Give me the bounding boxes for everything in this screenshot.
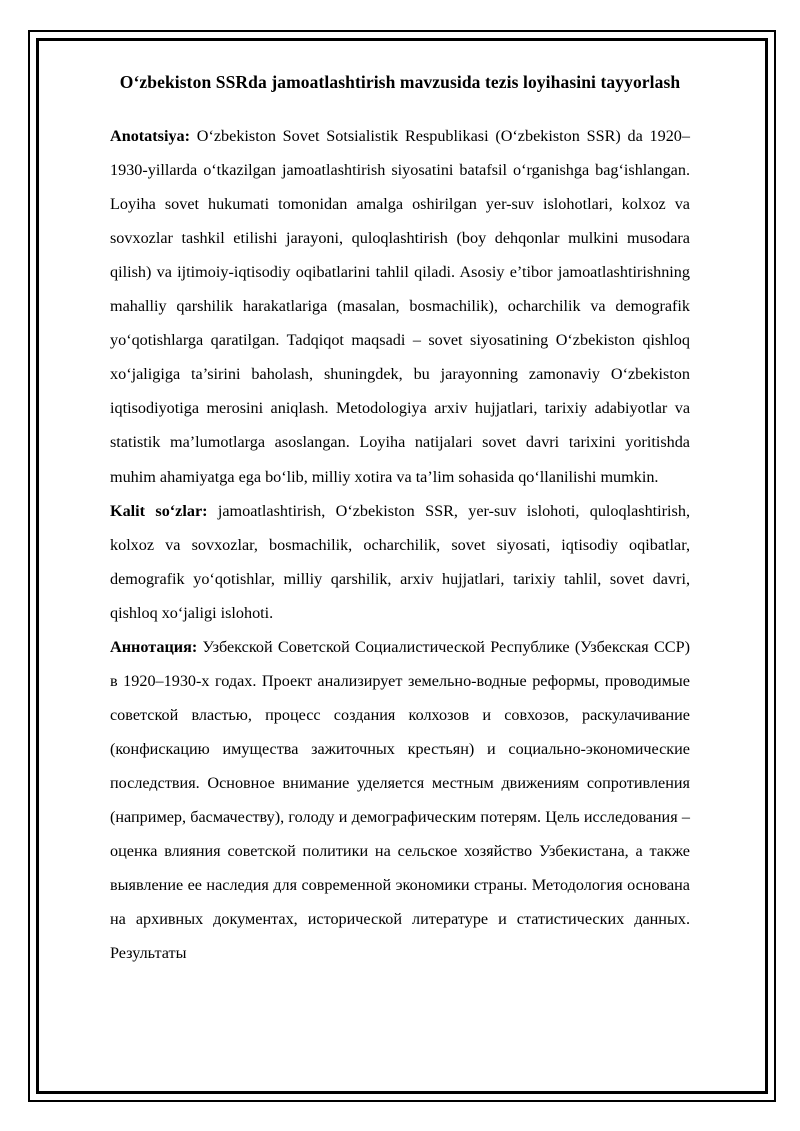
abstract-uz-label: Anotatsiya: <box>110 127 191 146</box>
abstract-uz-text: O‘zbekiston Sovet Sotsialistik Respublikasi (O‘zbekiston SSR) da 1920–1930-yillarda o‘tkazilgan jamoatlashtirish siyosatini batafsil o‘rganishga bag‘ishlangan. Loyiha sovet hukumati tomonidan amalga oshirilgan yer-suv islohotlari, kolxoz va sovxozlar tashkil etilishi jarayoni, quloqlashtirish (boy dehqonlar mulkini musodara qilish) va ijtimoiy-iqtisodiy oqibatlarini tahlil qiladi. Asosiy e’tibor jamoatlashtirishning mahalliy qarshilik harakatlariga (masalan, bosmachilik), ocharchilik va demografik yo‘qotishlarga qaratilgan. Tadqiqot maqsadi – sovet siyosatining O‘zbekiston qishloq xo‘jaligiga ta’sirini baholash, shuningdek, bu jarayonning zamonaviy O‘zbekiston iqtisodiyotiga merosini aniqlash. Metodologiya arxiv hujjatlari, tarixiy adabiyotlar va statistik ma’lumotlarga asoslangan. Loyiha natijalari sovet davri tarixini yoritishda muhim ahamiyatga ega bo‘lib, milliy xotira va ta’lim sohasida qo‘llanilishi mumkin. <box>110 127 690 486</box>
abstract-ru-paragraph <box>110 630 690 970</box>
abstract-uz-paragraph <box>110 119 690 493</box>
abstract-ru-text: Узбекской Советской Социалистической Республике (Узбекская ССР) в 1920–1930-х годах. Проект анализирует земельно-водные реформы, проводимые советской властью, процесс создания колхозов и совхозов, раскулачивание (конфискацию имущества зажиточных крестьян) и социально-экономические последствия. Основное внимание уделяется местным движениям сопротивления (например, басмачеству), голоду и демографическим потерям. Цель исследования – оценка влияния советской политики на сельское хозяйство Узбекистана, а также выявление ее наследия для современной экономики страны. Методология основана на архивных документах, исторической литературе и статистических данных. Результаты <box>110 637 690 962</box>
page-title: O‘zbekiston SSRda jamoatlashtirish mavzusida tezis loyihasini tayyorlash <box>119 72 681 92</box>
keywords-uz-paragraph <box>110 494 690 630</box>
page-content <box>110 68 690 970</box>
keywords-uz-text: jamoatlashtirish, O‘zbekiston SSR, yer-suv islohoti, quloqlashtirish, kolxoz va sovxozlar, bosmachilik, ocharchilik, sovet siyosati, iqtisodiy oqibatlar, demografik yo‘qotishlar, milliy qarshilik, arxiv hujjatlari, tarixiy tahlil, sovet davri, qishloq xo‘jaligi islohoti. <box>110 501 690 622</box>
abstract-ru-label: Аннотация: <box>110 637 198 656</box>
keywords-uz-label: Kalit so‘zlar: <box>110 501 208 520</box>
